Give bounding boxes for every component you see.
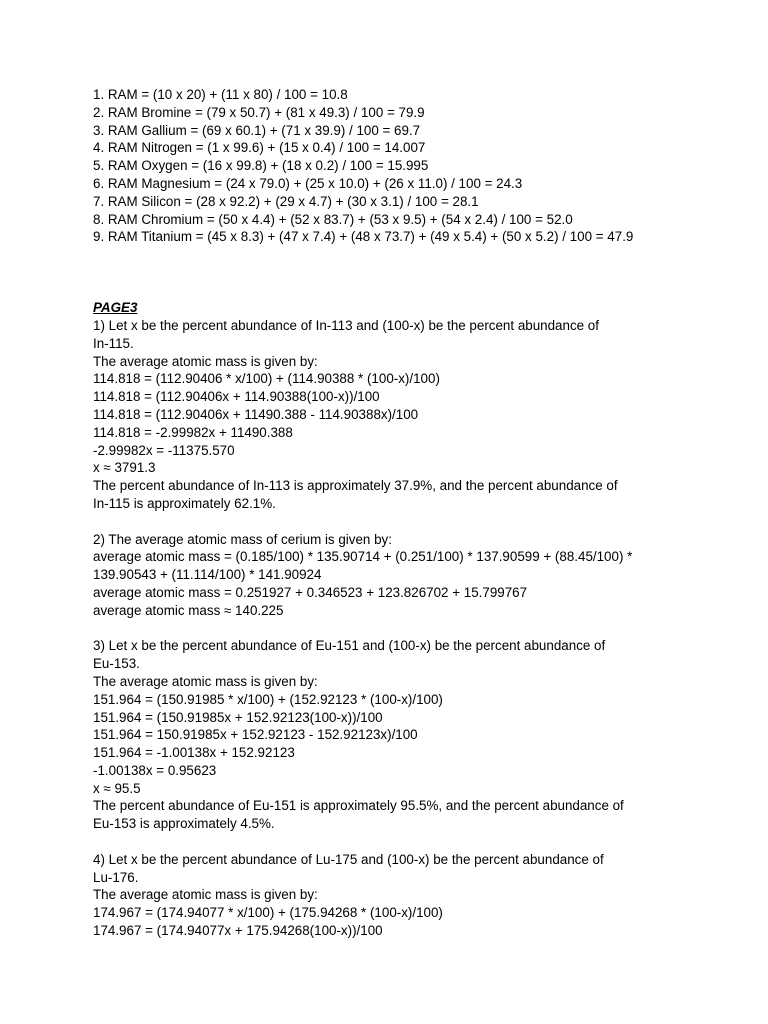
ram-line: 9. RAM Titanium = (45 x 8.3) + (47 x 7.4) + (48 x 73.7) + (49 x 5.4) + (50 x 5.2) / 100 = 47.9 — [93, 229, 634, 245]
page3-heading: PAGE3 — [93, 300, 138, 316]
problem-line: 114.818 = (112.90406x + 114.90388(100-x))/100 — [93, 389, 380, 405]
ram-line: 2. RAM Bromine = (79 x 50.7) + (81 x 49.3) / 100 = 79.9 — [93, 104, 425, 120]
problem-line: 151.964 = 150.91985x + 152.92123 - 152.92123x)/100 — [93, 727, 418, 743]
problem-line: The percent abundance of In-113 is approximately 37.9%, and the percent abundance of — [93, 478, 618, 494]
paragraph-spacer — [93, 513, 733, 531]
problem-line: The average atomic mass is given by: — [93, 887, 318, 903]
problem-line: 174.967 = (174.94077 * x/100) + (175.94268 * (100-x)/100) — [93, 905, 443, 921]
paragraph-spacer — [93, 833, 733, 851]
problem-line: The percent abundance of Eu-151 is approximately 95.5%, and the percent abundance of — [93, 798, 624, 814]
problem-line: In-115. — [93, 335, 134, 351]
problem-2 — [93, 531, 733, 620]
ram-line: 5. RAM Oxygen = (16 x 99.8) + (18 x 0.2) / 100 = 15.995 — [93, 158, 429, 174]
problem-line: -2.99982x = -11375.570 — [93, 442, 235, 458]
problem-4 — [93, 851, 733, 940]
problem-1 — [93, 317, 733, 513]
problem-line: average atomic mass = (0.185/100) * 135.90714 + (0.251/100) * 137.90599 + (88.45/100) * — [93, 549, 633, 565]
document-page — [93, 86, 733, 940]
problem-line: 114.818 = -2.99982x + 11490.388 — [93, 424, 293, 440]
problem-line: 151.964 = -1.00138x + 152.92123 — [93, 745, 295, 761]
ram-line: 4. RAM Nitrogen = (1 x 99.6) + (15 x 0.4) / 100 = 14.007 — [93, 140, 426, 156]
ram-line: 3. RAM Gallium = (69 x 60.1) + (71 x 39.9) / 100 = 69.7 — [93, 122, 421, 138]
problem-line: average atomic mass = 0.251927 + 0.346523 + 123.826702 + 15.799767 — [93, 584, 528, 600]
ram-line: 7. RAM Silicon = (28 x 92.2) + (29 x 4.7) + (30 x 3.1) / 100 = 28.1 — [93, 193, 479, 209]
problem-line: x ≈ 95.5 — [93, 780, 141, 796]
problem-line: average atomic mass ≈ 140.225 — [93, 602, 284, 618]
problem-line: 174.967 = (174.94077x + 175.94268(100-x))/100 — [93, 923, 383, 939]
problem-3 — [93, 637, 733, 833]
problem-line: 2) The average atomic mass of cerium is given by: — [93, 531, 392, 547]
problem-line: 139.90543 + (11.114/100) * 141.90924 — [93, 567, 322, 583]
problem-line: Eu-153 is approximately 4.5%. — [93, 816, 275, 832]
ram-calculation-list — [93, 86, 733, 246]
problem-line: x ≈ 3791.3 — [93, 460, 156, 476]
paragraph-spacer — [93, 620, 733, 638]
problem-line: 1) Let x be the percent abundance of In-113 and (100-x) be the percent abundance of — [93, 317, 599, 333]
problem-line: 114.818 = (112.90406x + 11490.388 - 114.90388x)/100 — [93, 406, 419, 422]
problem-line: 3) Let x be the percent abundance of Eu-151 and (100-x) be the percent abundance of — [93, 638, 606, 654]
problem-line: 151.964 = (150.91985x + 152.92123(100-x))/100 — [93, 709, 383, 725]
problem-line: In-115 is approximately 62.1%. — [93, 495, 276, 511]
problem-line: The average atomic mass is given by: — [93, 673, 318, 689]
ram-line: 6. RAM Magnesium = (24 x 79.0) + (25 x 10.0) + (26 x 11.0) / 100 = 24.3 — [93, 175, 523, 191]
ram-line: 8. RAM Chromium = (50 x 4.4) + (52 x 83.7) + (53 x 9.5) + (54 x 2.4) / 100 = 52.0 — [93, 211, 573, 227]
problem-line: Eu-153. — [93, 656, 140, 672]
section-spacer — [93, 246, 733, 299]
problem-line: 151.964 = (150.91985 * x/100) + (152.92123 * (100-x)/100) — [93, 691, 443, 707]
problem-line: Lu-176. — [93, 869, 139, 885]
problem-line: 4) Let x be the percent abundance of Lu-175 and (100-x) be the percent abundance of — [93, 851, 604, 867]
problem-line: The average atomic mass is given by: — [93, 353, 318, 369]
ram-line: 1. RAM = (10 x 20) + (11 x 80) / 100 = 10.8 — [93, 87, 348, 102]
problem-line: 114.818 = (112.90406 * x/100) + (114.90388 * (100-x)/100) — [93, 371, 440, 387]
problem-line: -1.00138x = 0.95623 — [93, 762, 217, 778]
